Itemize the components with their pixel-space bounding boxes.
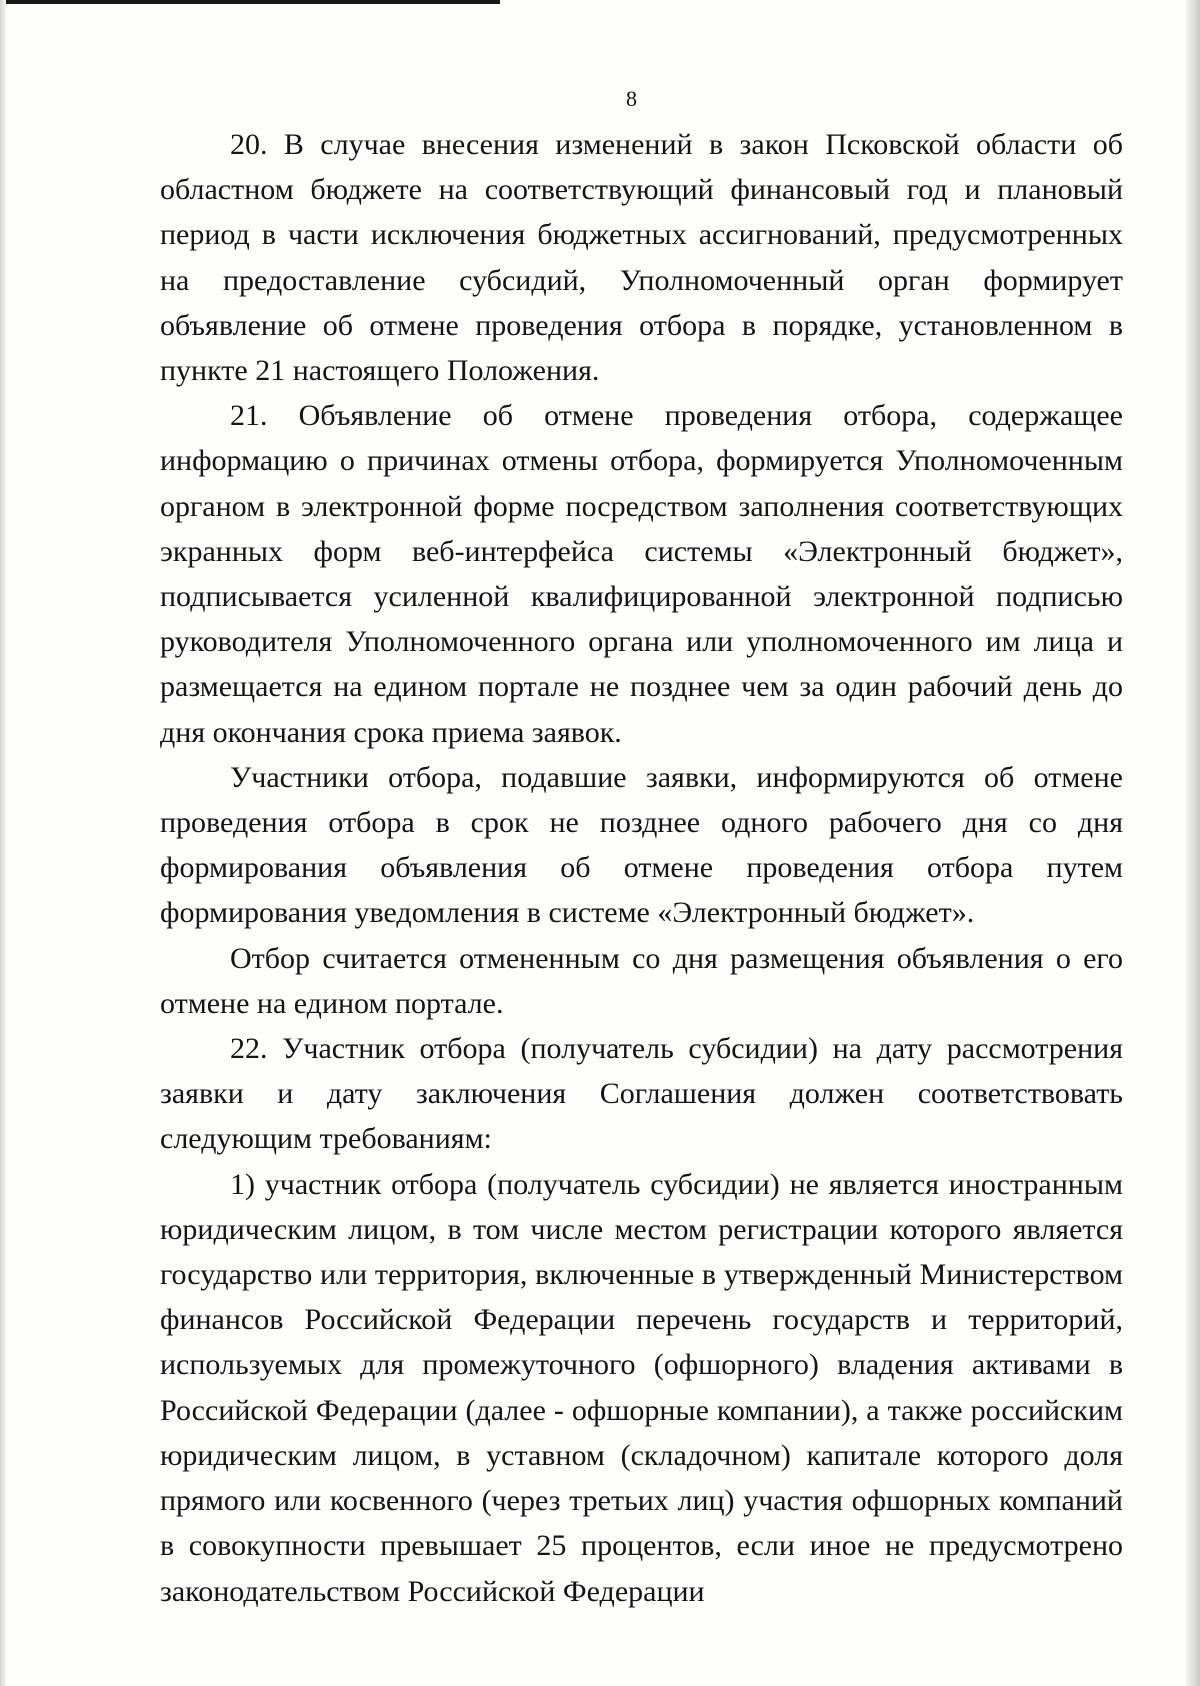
- paragraph-21: 21. Объявление об отмене проведения отбора, содержащее информацию о причинах отмены отбора, формируется Уполномоченным органом в электронной форме посредством заполнения соответствующих экранных форм веб-интерфейса системы «Электронный бюджет», подписывается усиленной квалифицированной электронной подписью руководителя Уполномоченного органа или уполномоченного им лица и размещается на едином портале не позднее чем за один рабочий день до дня окончания срока приема заявок.: [160, 399, 1123, 749]
- paragraph-22: 22. Участник отбора (получатель субсидии) на дату рассмотрения заявки и дату заключения Соглашения должен соответствовать следующим требованиям:: [160, 1032, 1123, 1156]
- paragraph-participants-notice: Участники отбора, подавшие заявки, информируются об отмене проведения отбора в срок не позднее одного рабочего дня со дня формирования объявления об отмене проведения отбора путем формирования уведомления в системе «Электронный бюджет».: [160, 760, 1123, 930]
- paragraph-20: 20. В случае внесения изменений в закон Псковской области об областном бюджете на соответствующий финансовый год и плановый период в части исключения бюджетных ассигнований, предусмотренных на предоставление субсидий, Уполномоченный орган формирует объявление об отмене проведения отбора в порядке, установленном в пункте 21 настоящего Положения.: [160, 128, 1123, 388]
- scan-left-edge: [0, 0, 6, 1686]
- scan-top-border: [0, 0, 500, 4]
- document-body: [160, 122, 1123, 1614]
- page-number: 8: [626, 86, 637, 111]
- scan-right-edge: [1186, 0, 1200, 1686]
- paragraph-cancellation-date: Отбор считается отмененным со дня размещения объявления о его отмене на едином портале.: [160, 941, 1123, 1020]
- paragraph-22-item-1: 1) участник отбора (получатель субсидии) не является иностранным юридическим лицом, в том числе местом регистрации которого является государство или территория, включенные в утвержденный Министерством финансов Российской Федерации перечень государств и территорий, используемых для промежуточного (офшорного) владения активами в Российской Федерации (далее - офшорные компании), а также российским юридическим лицом, в уставном (складочном) капитале которого доля прямого или косвенного (через третьих лиц) участия офшорных компаний в совокупности превышает 25 процентов, если иное не предусмотрено законодательством Российской Федерации: [160, 1167, 1123, 1608]
